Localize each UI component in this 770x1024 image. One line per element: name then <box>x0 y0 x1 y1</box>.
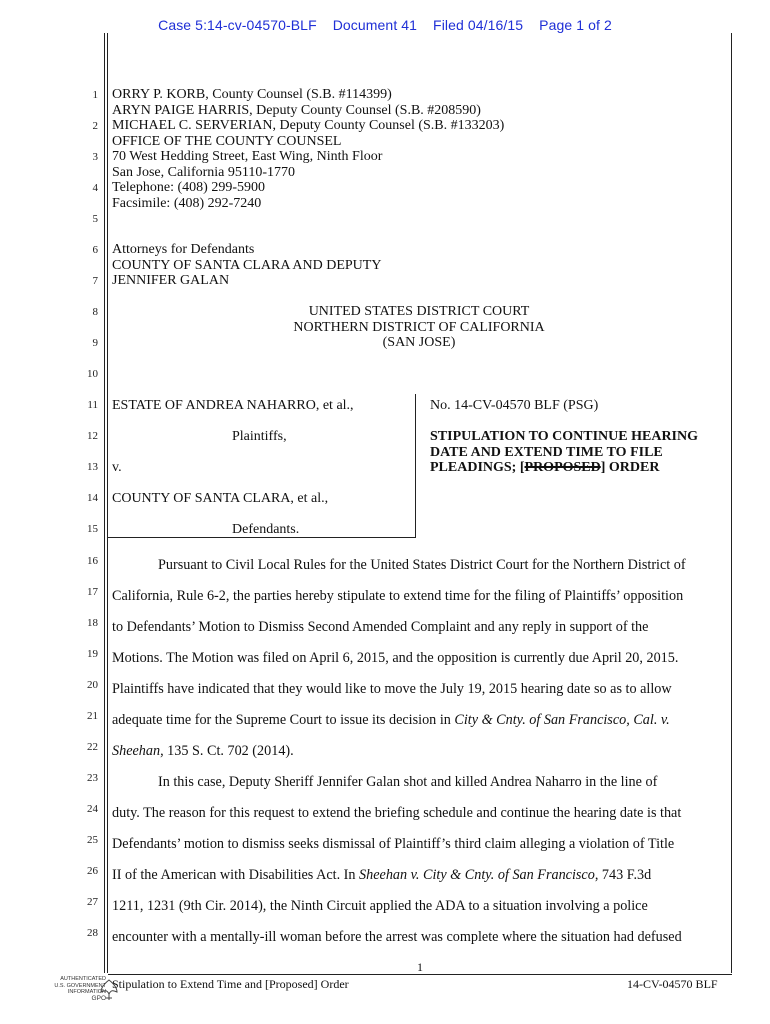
title-proposed-struck: PROPOSED <box>524 460 601 475</box>
counsel-line: ARYN PAIGE HARRIS, Deputy County Counsel (S.B. #208590) <box>112 102 481 118</box>
attorneys-for-line: JENNIFER GALAN <box>112 273 230 288</box>
line-number: 25 <box>87 834 98 846</box>
title-line3-start: PLEADINGS; [ <box>430 460 525 475</box>
line-number: 4 <box>92 182 98 194</box>
line-number: 22 <box>87 741 98 753</box>
body-line-26 <box>112 867 651 884</box>
body-line-20: Plaintiffs have indicated that they would like to move the July 19, 2015 hearing date so as to allow <box>112 681 672 697</box>
footer-rule <box>108 974 732 975</box>
counsel-line: MICHAEL C. SERVERIAN, Deputy County Counsel (S.B. #133203) <box>112 118 505 133</box>
line-number: 6 <box>92 244 98 256</box>
line-number: 23 <box>87 772 98 784</box>
body-line-28: encounter with a mentally-ill woman before the arrest was complete where the situation had defused <box>112 929 682 945</box>
body-line-24: duty. The reason for this request to extend the briefing schedule and continue the hearing date is that <box>112 805 682 821</box>
body-line-26-end: , 743 F.3d <box>594 867 652 883</box>
line-number: 10 <box>87 368 98 380</box>
defendant-name: COUNTY OF SANTA CLARA, et al., <box>112 491 329 506</box>
case-citation-italic: City & Cnty. of San Francisco, Cal. v. <box>454 712 670 728</box>
versus: v. <box>112 460 122 475</box>
header-case-number: Case 5:14-cv-04570-BLF <box>158 17 317 33</box>
line-number: 11 <box>87 399 98 411</box>
gpo-label: GPO <box>91 994 106 1002</box>
header-document: Document 41 <box>332 17 418 33</box>
right-margin-rule <box>731 33 732 973</box>
filing-header <box>0 17 770 33</box>
caption-divider-horizontal <box>108 537 416 538</box>
defendant-role: Defendants. <box>232 522 300 537</box>
line-number: 15 <box>87 523 98 535</box>
gpo-label: AUTHENTICATED <box>60 976 106 982</box>
line-number: 28 <box>87 927 98 939</box>
page-number: 1 <box>417 960 423 974</box>
body-line-21 <box>112 712 670 729</box>
caption-divider-vertical <box>415 394 416 537</box>
body-line-27: 1211, 1231 (9th Cir. 2014), the Ninth Circuit applied the ADA to a situation involving a police <box>112 898 648 914</box>
body-line-18: to Defendants’ Motion to Dismiss Second Amended Complaint and any reply in support of the <box>112 619 649 635</box>
line-number: 27 <box>87 896 98 908</box>
line-number: 3 <box>92 151 98 163</box>
eagle-seal-icon <box>98 978 120 1004</box>
left-margin-rule-inner <box>107 33 108 973</box>
body-line-16: Pursuant to Civil Local Rules for the United States District Court for the Northern District of <box>158 557 686 573</box>
line-number: 17 <box>87 586 98 598</box>
line-number: 20 <box>87 679 98 691</box>
line-number: 16 <box>87 555 98 567</box>
body-line-22 <box>112 743 294 760</box>
document-title-line3 <box>430 460 659 476</box>
title-line3-end: ] ORDER <box>600 460 660 475</box>
line-number: 14 <box>87 492 98 504</box>
court-name: UNITED STATES DISTRICT COURT <box>308 304 530 319</box>
line-number: 12 <box>87 430 98 442</box>
line-number: 26 <box>87 865 98 877</box>
body-line-21-text: adequate time for the Supreme Court to issue its decision in <box>112 712 455 728</box>
body-line-17: California, Rule 6-2, the parties hereby stipulate to extend time for the filing of Plaintiffs’ opposition <box>112 588 684 604</box>
body-line-25: Defendants’ motion to dismiss seeks dismissal of Plaintiff’s third claim alleging a violation of Title <box>112 836 675 852</box>
body-line-26-text: II of the American with Disabilities Act. In <box>112 867 360 883</box>
document-title-line1: STIPULATION TO CONTINUE HEARING <box>430 429 699 444</box>
counsel-line: Facsimile: (408) 292-7240 <box>112 195 262 211</box>
gpo-authentication-seal <box>44 976 120 1010</box>
counsel-line: ORRY P. KORB, County Counsel (S.B. #114399) <box>112 87 392 102</box>
attorneys-for-line: Attorneys for Defendants <box>112 242 255 257</box>
line-number: 7 <box>92 275 98 287</box>
line-number: 9 <box>92 337 98 349</box>
header-page: Page 1 of 2 <box>539 17 612 33</box>
attorneys-for-line: COUNTY OF SANTA CLARA AND DEPUTY <box>112 257 382 273</box>
line-number: 5 <box>92 213 98 225</box>
case-citation-italic: Sheehan v. City & Cnty. of San Francisco <box>359 867 595 883</box>
plaintiff-name: ESTATE OF ANDREA NAHARRO, et al., <box>112 398 354 413</box>
line-number: 18 <box>87 617 98 629</box>
left-margin-rule-outer <box>104 33 105 973</box>
line-number: 21 <box>87 710 98 722</box>
gpo-label: U.S. GOVERNMENT <box>54 982 106 989</box>
counsel-line: San Jose, California 95110-1770 <box>112 164 296 180</box>
line-number: 1 <box>92 89 98 101</box>
document-title-line2: DATE AND EXTEND TIME TO FILE <box>430 444 663 460</box>
line-number: 8 <box>92 306 98 318</box>
body-line-22-text: , 135 S. Ct. 702 (2014). <box>160 743 294 759</box>
footer-document-title: Stipulation to Extend Time and [Proposed] Order <box>112 977 349 991</box>
counsel-line: OFFICE OF THE COUNTY COUNSEL <box>112 133 342 149</box>
body-line-19: Motions. The Motion was filed on April 6, 2015, and the opposition is currently due April 20, 2015. <box>112 650 679 666</box>
case-number: No. 14-CV-04570 BLF (PSG) <box>430 398 599 413</box>
line-number: 19 <box>87 648 98 660</box>
counsel-line: 70 West Hedding Street, East Wing, Ninth Floor <box>112 149 383 164</box>
court-district: NORTHERN DISTRICT OF CALIFORNIA <box>293 319 545 335</box>
case-name-italic: Sheehan <box>112 743 161 759</box>
line-number: 24 <box>87 803 98 815</box>
footer-case-number: 14-CV-04570 BLF <box>627 977 718 991</box>
counsel-line: Telephone: (408) 299-5900 <box>112 180 265 195</box>
court-division: (SAN JOSE) <box>382 335 456 350</box>
body-line-23: In this case, Deputy Sheriff Jennifer Galan shot and killed Andrea Naharro in the line of <box>158 774 658 790</box>
line-number: 2 <box>92 120 98 132</box>
line-number: 13 <box>87 461 98 473</box>
header-filed-date: Filed 04/16/15 <box>433 17 524 33</box>
gpo-label: INFORMATION <box>67 989 106 995</box>
plaintiff-role: Plaintiffs, <box>232 429 287 444</box>
